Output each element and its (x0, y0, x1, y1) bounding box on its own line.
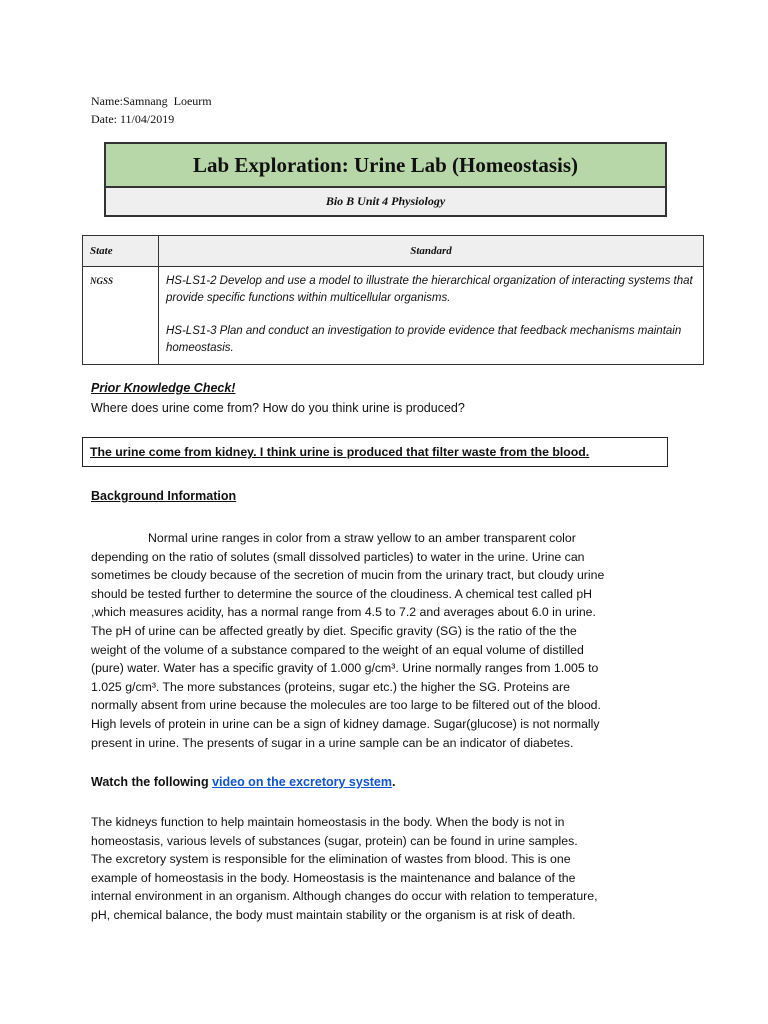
student-name: Name:Samnang Loeurm (91, 94, 212, 108)
background-line: depending on the ratio of solutes (small dissolved particles) to water in the urine. Urine can (91, 549, 585, 564)
background-line: High levels of protein in urine can be a sign of kidney damage. Sugar(glucose) is not normally (91, 716, 600, 731)
header-meta (91, 92, 212, 128)
background-paragraph (91, 529, 681, 752)
watch-video-line (91, 775, 395, 789)
page-title: Lab Exploration: Urine Lab (Homeostasis) (106, 144, 665, 188)
background-line: 1.025 g/cm³. The more substances (proteins, sugar etc.) the higher the SG. Proteins are (91, 679, 570, 694)
prior-knowledge-question: Where does urine come from? How do you think urine is produced? (91, 401, 465, 415)
kidneys-line: The kidneys function to help maintain homeostasis in the body. When the body is not in (91, 815, 565, 829)
standard-hs-ls1-3: HS-LS1-3 Plan and conduct an investigation to provide evidence that feedback mechanisms maintain homeostasis. (166, 325, 682, 354)
watch-prefix: Watch the following (91, 775, 213, 789)
prior-knowledge-heading: Prior Knowledge Check! (91, 381, 236, 395)
standards-table (82, 235, 704, 365)
background-line: (pure) water. Water has a specific gravity of 1.000 g/cm³. Urine normally ranges from 1.005 to (91, 661, 599, 676)
background-heading: Background Information (91, 489, 237, 503)
kidneys-line: homeostasis, various levels of substances (sugar, protein) can be found in urine samples. (91, 833, 578, 848)
column-header-standard: Standard (159, 236, 704, 267)
title-box (104, 142, 667, 217)
table-header-row (83, 236, 704, 267)
background-line: should be tested further to determine the source of the cloudiness. A chemical test called pH (91, 586, 593, 601)
answer-box: The urine come from kidney. I think urine is produced that filter waste from the blood. (82, 437, 668, 467)
state-cell: NGSS (83, 267, 159, 365)
watch-suffix: . (392, 775, 396, 789)
column-header-state: State (83, 236, 159, 267)
background-line: The pH of urine can be affected greatly by diet. Specific gravity (SG) is the ratio of the the (91, 623, 577, 638)
background-line: ,which measures acidity, has a normal range from 4.5 to 7.2 and averages about 6.0 in urine. (91, 605, 596, 620)
kidneys-paragraph (91, 813, 681, 924)
standard-cell (159, 267, 704, 365)
background-line: normally absent from urine because the molecules are too large to be filtered out of the blood. (91, 698, 601, 713)
kidneys-line: pH, chemical balance, the body must maintain stability or the organism is at risk of death. (91, 907, 576, 922)
report-date: Date: 11/04/2019 (91, 112, 175, 126)
background-line: Normal urine ranges in color from a straw yellow to an amber transparent color (148, 531, 576, 545)
page-subtitle: Bio B Unit 4 Physiology (106, 188, 665, 215)
background-line: present in urine. The presents of sugar in a urine sample can be an indicator of diabetes. (91, 735, 574, 750)
background-line: sometimes be cloudy because of the secretion of mucin from the urinary tract, but cloudy urine (91, 568, 605, 583)
kidneys-line: internal environment in an organism. Although changes do occur with relation to temperature, (91, 889, 598, 903)
standard-hs-ls1-2: HS-LS1-2 Develop and use a model to illustrate the hierarchical organization of interacting systems that provide specific functions within multicellular organisms. (166, 275, 693, 304)
kidneys-line: example of homeostasis in the body. Homeostasis is the maintenance and balance of the (91, 870, 576, 885)
table-row (83, 267, 704, 365)
background-line: weight of the volume of a substance compared to the weight of an equal volume of distilled (91, 642, 584, 657)
excretory-video-link[interactable]: video on the excretory system (212, 775, 392, 789)
kidneys-line: The excretory system is responsible for the elimination of wastes from blood. This is one (91, 852, 571, 866)
